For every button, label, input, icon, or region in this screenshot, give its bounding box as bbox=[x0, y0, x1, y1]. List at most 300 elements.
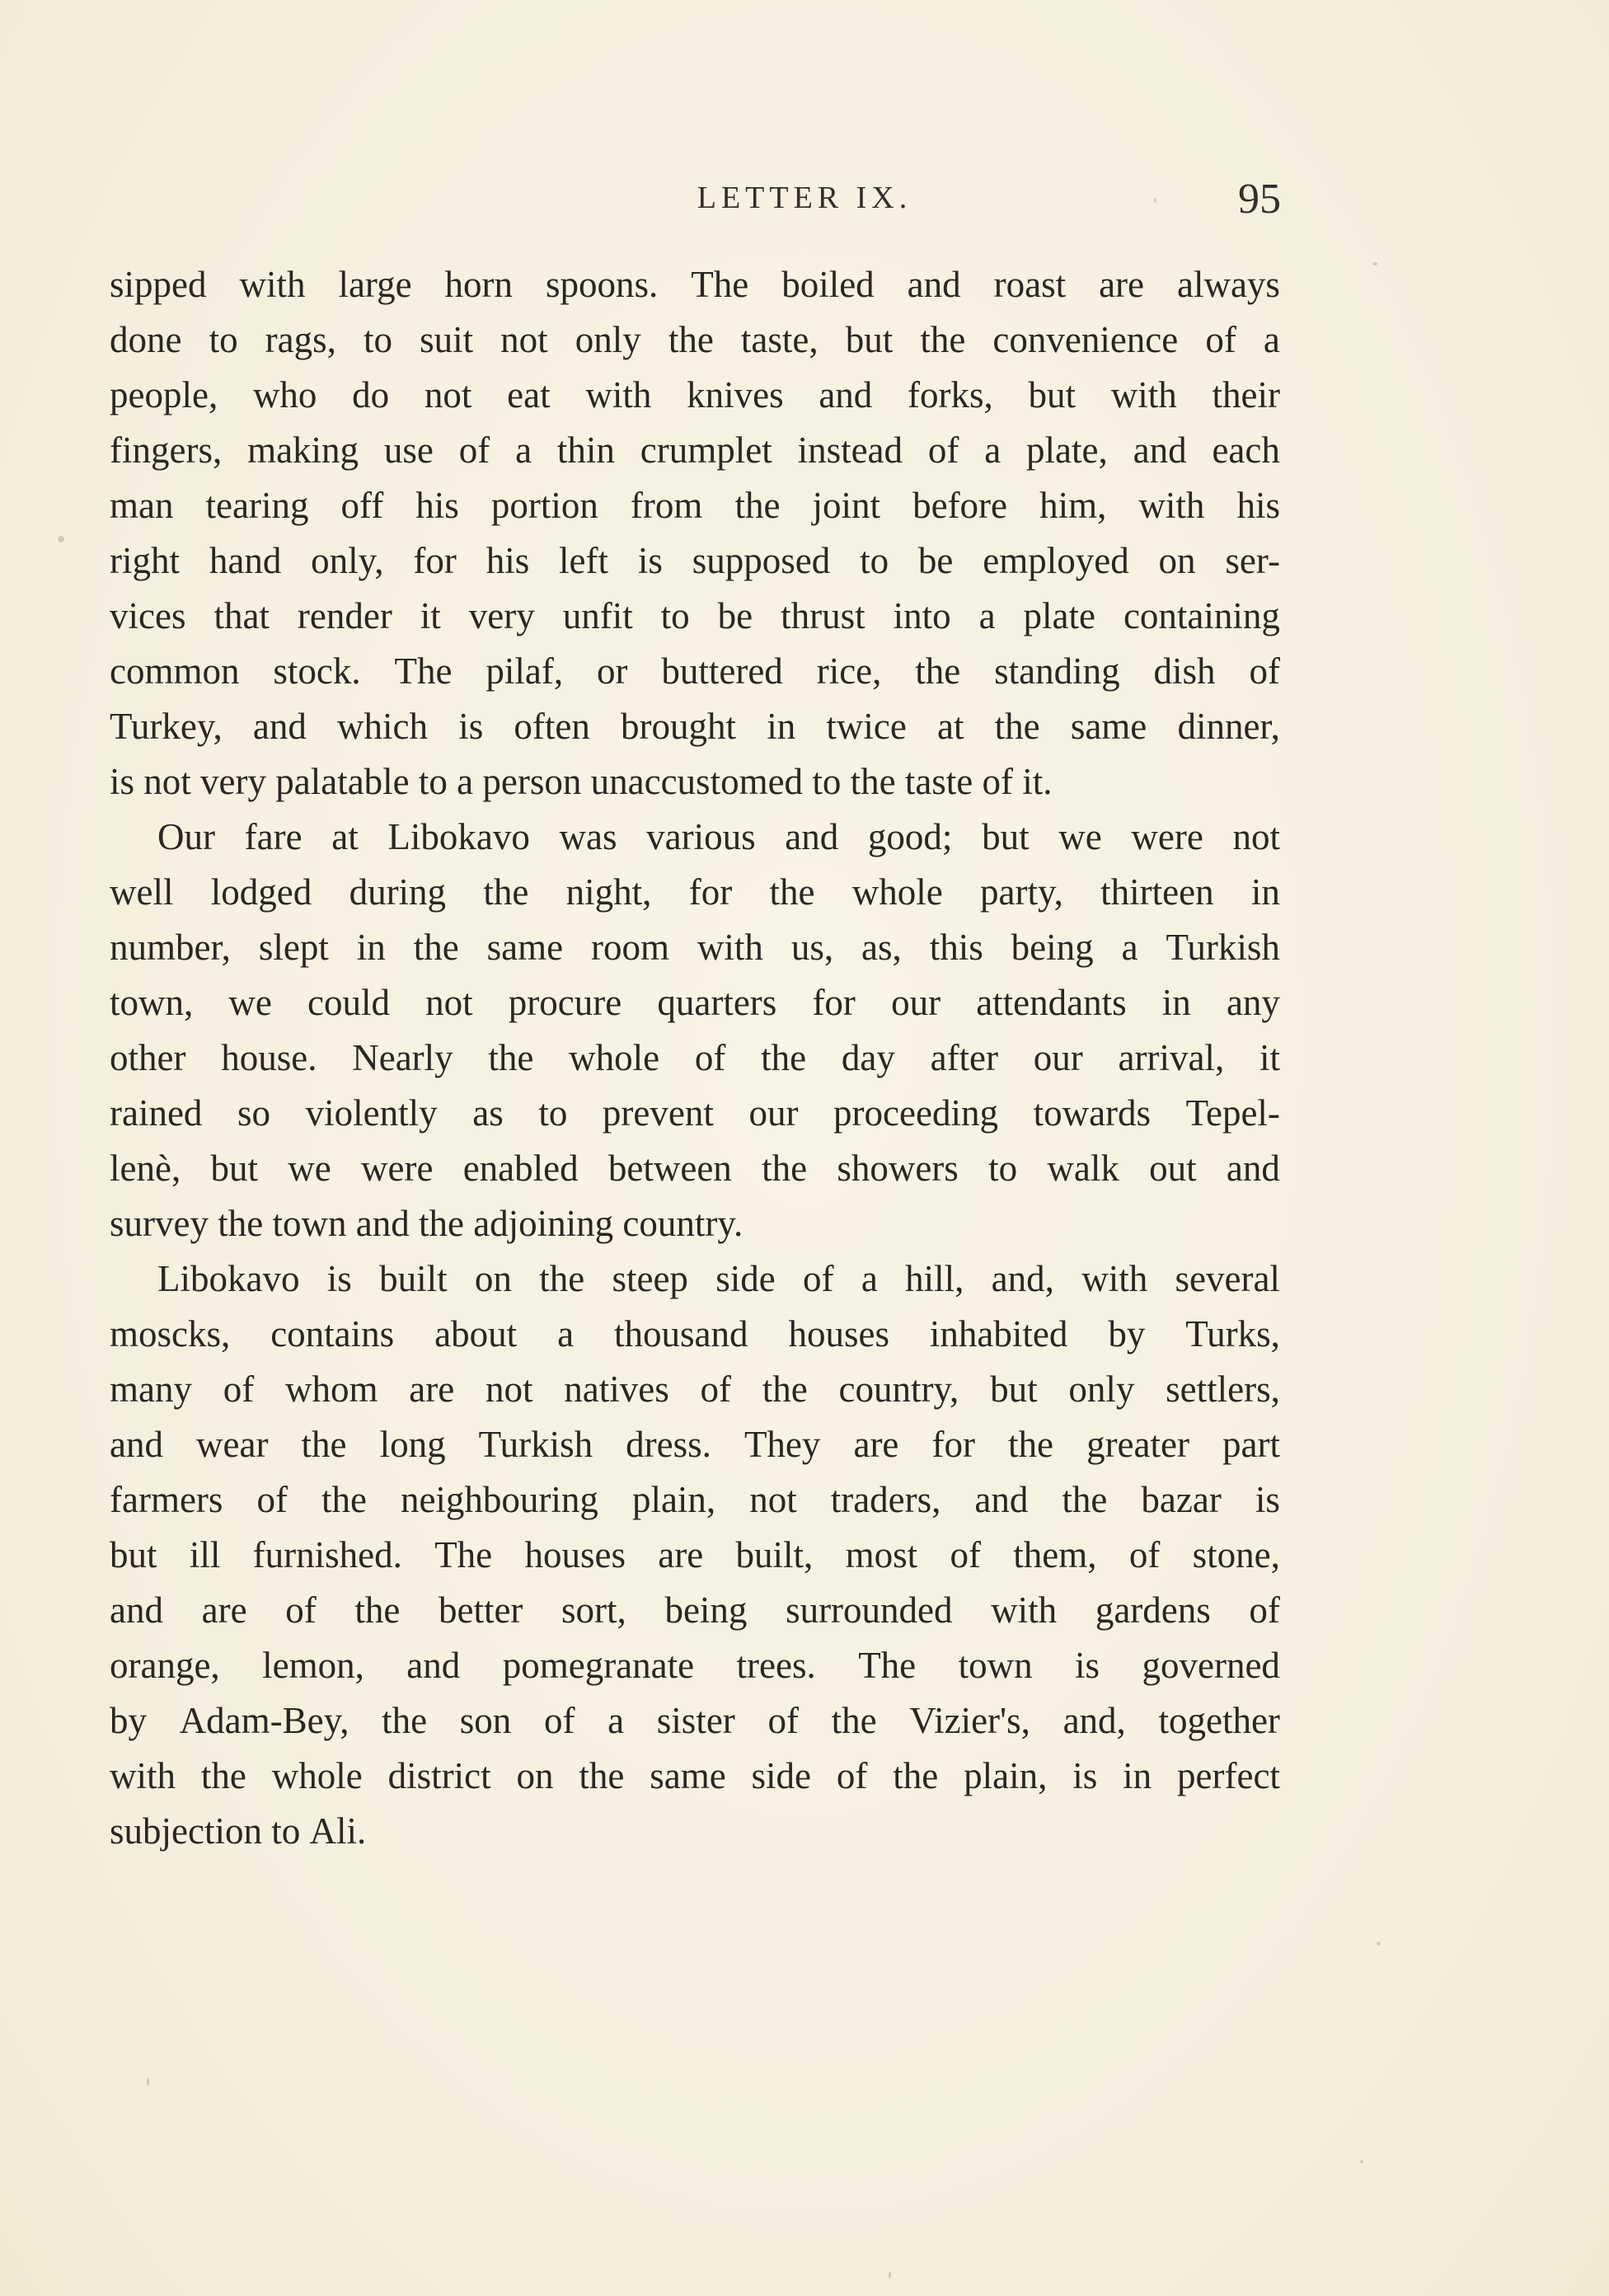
text-line bbox=[110, 1251, 1280, 1307]
word: left bbox=[559, 540, 609, 581]
word: convenience bbox=[992, 319, 1179, 360]
word: the bbox=[761, 1037, 807, 1078]
word: Nearly bbox=[352, 1037, 453, 1078]
word: town bbox=[272, 1203, 356, 1244]
word: it bbox=[420, 595, 441, 636]
word: his bbox=[415, 485, 459, 526]
word: render bbox=[297, 595, 392, 636]
running-head bbox=[0, 175, 1609, 224]
word: were bbox=[361, 1148, 434, 1189]
word: only bbox=[1068, 1369, 1135, 1410]
word: stone, bbox=[1192, 1534, 1280, 1575]
word: a bbox=[557, 1313, 575, 1355]
word: sipped bbox=[110, 264, 207, 305]
word: our bbox=[748, 1092, 799, 1134]
word: and, bbox=[1063, 1700, 1126, 1741]
word: for bbox=[812, 982, 856, 1023]
word: part bbox=[1222, 1424, 1280, 1465]
word: whom bbox=[285, 1369, 378, 1410]
word: before bbox=[912, 485, 1008, 526]
word: of bbox=[458, 430, 490, 471]
word: Turkey, bbox=[110, 706, 223, 747]
paper-speck bbox=[58, 536, 64, 542]
word: are bbox=[409, 1369, 455, 1410]
word: same bbox=[1070, 706, 1147, 747]
word: is bbox=[1072, 1755, 1098, 1796]
text-line bbox=[110, 478, 1280, 533]
word: the bbox=[488, 1037, 534, 1078]
text-line bbox=[110, 754, 1280, 810]
word: bazar bbox=[1141, 1479, 1222, 1520]
paper-speck bbox=[1372, 262, 1377, 265]
word: them, bbox=[1013, 1534, 1097, 1575]
word: whole bbox=[851, 871, 943, 913]
word: thirteen bbox=[1100, 871, 1214, 913]
word: of bbox=[927, 430, 959, 471]
word: so bbox=[237, 1092, 271, 1134]
word: not bbox=[424, 374, 472, 416]
word: country, bbox=[838, 1369, 959, 1410]
word: instead bbox=[797, 430, 903, 471]
word: rained bbox=[110, 1092, 203, 1134]
word: The bbox=[394, 650, 453, 692]
word: pomegranate bbox=[502, 1645, 695, 1686]
word: of bbox=[256, 1479, 288, 1520]
word: of bbox=[1205, 319, 1236, 360]
word: to bbox=[538, 1092, 568, 1134]
word: lodged bbox=[210, 871, 312, 913]
word: whole bbox=[569, 1037, 660, 1078]
word: room bbox=[591, 927, 669, 968]
word: together bbox=[1158, 1700, 1280, 1741]
word: side bbox=[751, 1755, 812, 1796]
word: by bbox=[1108, 1313, 1146, 1355]
text-line bbox=[110, 865, 1280, 920]
word: and bbox=[110, 1589, 163, 1631]
word: which bbox=[337, 706, 429, 747]
text-line bbox=[110, 1417, 1280, 1472]
word: man bbox=[110, 485, 174, 526]
word: rags, bbox=[265, 319, 336, 360]
word: of bbox=[700, 1369, 731, 1410]
word: at bbox=[937, 706, 964, 747]
word: good; bbox=[867, 816, 953, 857]
text-line bbox=[110, 1693, 1280, 1749]
word: walk bbox=[1047, 1148, 1119, 1189]
word: not bbox=[485, 1369, 533, 1410]
word: the bbox=[893, 1755, 939, 1796]
word: forks, bbox=[908, 374, 993, 416]
paper-speck bbox=[1360, 2160, 1363, 2163]
word: with bbox=[697, 927, 763, 968]
word: roast bbox=[993, 264, 1067, 305]
word: to bbox=[363, 319, 392, 360]
word: contains bbox=[270, 1313, 395, 1355]
word: gardens bbox=[1095, 1589, 1211, 1631]
word: brought bbox=[621, 706, 737, 747]
word: tearing bbox=[205, 485, 309, 526]
word: taste bbox=[904, 761, 983, 802]
word: quarters bbox=[657, 982, 777, 1023]
word: out bbox=[1149, 1148, 1197, 1189]
word: and bbox=[110, 1424, 163, 1465]
word: was bbox=[559, 816, 617, 857]
word: plate bbox=[1023, 595, 1095, 636]
word: lemon, bbox=[262, 1645, 364, 1686]
word: lenè, bbox=[110, 1148, 181, 1189]
word: to bbox=[660, 595, 690, 636]
word: surrounded bbox=[786, 1589, 953, 1631]
word: attendants bbox=[976, 982, 1127, 1023]
word: governed bbox=[1142, 1645, 1280, 1686]
paper-speck bbox=[147, 2078, 149, 2086]
word: Ali. bbox=[309, 1810, 367, 1852]
word: in bbox=[356, 927, 386, 968]
word: not bbox=[425, 982, 473, 1023]
word: and bbox=[785, 816, 839, 857]
word: side bbox=[715, 1258, 776, 1299]
word: Vizier's, bbox=[909, 1700, 1030, 1741]
word: fare bbox=[244, 816, 303, 857]
word: pilaf, bbox=[486, 650, 564, 692]
paper-speck bbox=[1377, 1942, 1381, 1946]
word: on bbox=[516, 1755, 554, 1796]
word: very bbox=[468, 595, 535, 636]
word: The bbox=[434, 1534, 493, 1575]
word: other bbox=[110, 1037, 186, 1078]
paper-speck bbox=[889, 2271, 891, 2279]
word: greater bbox=[1086, 1424, 1189, 1465]
word: the bbox=[762, 1148, 808, 1189]
word: this bbox=[929, 927, 983, 968]
word: is bbox=[637, 540, 663, 581]
word: vices bbox=[110, 595, 186, 636]
word: use bbox=[383, 430, 434, 471]
word: spoons. bbox=[546, 264, 659, 305]
word: of bbox=[836, 1755, 868, 1796]
word: a bbox=[607, 1700, 625, 1741]
word: to bbox=[860, 540, 889, 581]
word: procure bbox=[508, 982, 622, 1023]
word: done bbox=[110, 319, 182, 360]
word: the bbox=[483, 871, 529, 913]
word: in bbox=[1123, 1755, 1152, 1796]
paper-speck bbox=[1154, 198, 1156, 203]
word: party, bbox=[980, 871, 1063, 913]
word: only, bbox=[311, 540, 384, 581]
word: after bbox=[930, 1037, 999, 1078]
word: most bbox=[845, 1534, 918, 1575]
text-line bbox=[110, 1196, 1280, 1251]
word: number, bbox=[110, 927, 231, 968]
word: the bbox=[1008, 1424, 1053, 1465]
word: and bbox=[406, 1645, 461, 1686]
word: and bbox=[907, 264, 961, 305]
word: is bbox=[326, 1258, 352, 1299]
word: standing bbox=[994, 650, 1120, 692]
word: the bbox=[668, 319, 714, 360]
word: steep bbox=[612, 1258, 688, 1299]
word: house. bbox=[221, 1037, 317, 1078]
word: but bbox=[1028, 374, 1077, 416]
word: employed bbox=[983, 540, 1129, 581]
word: who bbox=[252, 374, 317, 416]
word: stock. bbox=[273, 650, 361, 692]
word: the bbox=[413, 927, 459, 968]
word: taste, bbox=[740, 319, 819, 360]
word: a bbox=[457, 761, 483, 802]
word: of bbox=[1128, 1534, 1161, 1575]
text-line bbox=[110, 1307, 1280, 1362]
word: the bbox=[200, 1755, 246, 1796]
word: well bbox=[110, 871, 174, 913]
word: ill bbox=[189, 1534, 221, 1575]
word: suit bbox=[420, 319, 474, 360]
word: Turkish bbox=[1166, 927, 1280, 968]
word: The bbox=[691, 264, 749, 305]
text-line bbox=[110, 644, 1280, 699]
word: slept bbox=[258, 927, 329, 968]
word: with bbox=[1138, 485, 1205, 526]
word: as, bbox=[861, 927, 902, 968]
word: to bbox=[209, 319, 238, 360]
word: ser- bbox=[1225, 540, 1280, 581]
word: built, bbox=[735, 1534, 814, 1575]
word: knives bbox=[687, 374, 784, 416]
word: in bbox=[767, 706, 796, 747]
word: buttered bbox=[661, 650, 783, 692]
word: are bbox=[853, 1424, 899, 1465]
word: him, bbox=[1039, 485, 1107, 526]
word: day bbox=[841, 1037, 895, 1078]
word: Turks, bbox=[1185, 1313, 1280, 1355]
word: natives bbox=[564, 1369, 669, 1410]
word: horn bbox=[444, 264, 514, 305]
word: neighbouring bbox=[400, 1479, 598, 1520]
word: various bbox=[646, 816, 756, 857]
word: perfect bbox=[1177, 1755, 1280, 1796]
word: were bbox=[1131, 816, 1203, 857]
word: any bbox=[1226, 982, 1280, 1023]
word: large bbox=[338, 264, 412, 305]
word: inhabited bbox=[929, 1313, 1068, 1355]
word: houses bbox=[524, 1534, 626, 1575]
word: unfit bbox=[562, 595, 633, 636]
word: and bbox=[252, 706, 307, 747]
text-line bbox=[110, 368, 1280, 423]
word: supposed bbox=[692, 540, 831, 581]
word: crumplet bbox=[640, 430, 772, 471]
word: with bbox=[1081, 1258, 1148, 1299]
word: They bbox=[744, 1424, 821, 1465]
word: his bbox=[1236, 485, 1280, 526]
text-line bbox=[110, 257, 1280, 312]
word: the bbox=[769, 871, 815, 913]
word: are bbox=[658, 1534, 704, 1575]
word: not bbox=[749, 1479, 797, 1520]
word: arrival, bbox=[1118, 1037, 1225, 1078]
word: wear bbox=[196, 1424, 269, 1465]
word: the bbox=[762, 1369, 808, 1410]
text-line bbox=[110, 975, 1280, 1031]
word: orange, bbox=[110, 1645, 220, 1686]
word: for bbox=[688, 871, 733, 913]
word: but bbox=[990, 1369, 1038, 1410]
word: to bbox=[988, 1148, 1018, 1189]
word: proceeding bbox=[833, 1092, 998, 1134]
word: portion bbox=[490, 485, 598, 526]
word: with bbox=[239, 264, 306, 305]
word: the bbox=[539, 1258, 585, 1299]
word: Libokavo bbox=[157, 1258, 300, 1299]
word: only bbox=[575, 319, 641, 360]
word: we bbox=[1058, 816, 1102, 857]
word: from bbox=[630, 485, 703, 526]
word: Libokavo bbox=[387, 816, 530, 857]
word: many bbox=[110, 1369, 192, 1410]
text-line bbox=[110, 810, 1280, 865]
word: it bbox=[1259, 1037, 1280, 1078]
word: that bbox=[213, 595, 270, 636]
word: people, bbox=[110, 374, 218, 416]
word: twice bbox=[826, 706, 907, 747]
word: their bbox=[1212, 374, 1280, 416]
text-line bbox=[110, 1141, 1280, 1196]
text-line bbox=[110, 1031, 1280, 1086]
word: Adam-Bey, bbox=[179, 1700, 349, 1741]
word: violently bbox=[305, 1092, 438, 1134]
word: very bbox=[200, 761, 276, 802]
word: a bbox=[984, 430, 1002, 471]
text-line bbox=[110, 920, 1280, 975]
word: his bbox=[486, 540, 530, 581]
word: of bbox=[223, 1369, 255, 1410]
word: do bbox=[352, 374, 390, 416]
word: same bbox=[650, 1755, 726, 1796]
word: rice, bbox=[816, 650, 882, 692]
word: fingers, bbox=[110, 430, 223, 471]
word: the bbox=[734, 485, 781, 526]
word: traders, bbox=[830, 1479, 941, 1520]
word: the bbox=[850, 761, 905, 802]
word: for bbox=[931, 1424, 975, 1465]
text-line bbox=[110, 699, 1280, 754]
word: we bbox=[288, 1148, 331, 1189]
word: whole bbox=[271, 1755, 363, 1796]
text-line bbox=[110, 1086, 1280, 1141]
word: and, bbox=[991, 1258, 1054, 1299]
word: sister bbox=[656, 1700, 735, 1741]
word: better bbox=[438, 1589, 523, 1631]
word: thrust bbox=[781, 595, 865, 636]
word: being bbox=[1011, 927, 1094, 968]
word: in bbox=[1250, 871, 1280, 913]
word: dress. bbox=[626, 1424, 711, 1465]
word: be bbox=[917, 540, 954, 581]
word: sort, bbox=[561, 1589, 626, 1631]
word: our bbox=[891, 982, 941, 1023]
word: night, bbox=[565, 871, 652, 913]
word: a bbox=[978, 595, 996, 636]
word: to bbox=[418, 761, 457, 802]
text-line bbox=[110, 589, 1280, 644]
word: survey bbox=[110, 1203, 218, 1244]
word: is bbox=[110, 761, 144, 802]
text-line bbox=[110, 1638, 1280, 1693]
word: it. bbox=[1022, 761, 1053, 802]
word: is bbox=[1255, 1479, 1280, 1520]
word: on bbox=[1158, 540, 1196, 581]
text-line bbox=[110, 1749, 1280, 1804]
word: right bbox=[110, 540, 180, 581]
word: with bbox=[991, 1589, 1058, 1631]
text-line bbox=[110, 533, 1280, 589]
word: off bbox=[340, 485, 384, 526]
word: are bbox=[1099, 264, 1144, 305]
word: at bbox=[331, 816, 359, 857]
word: and bbox=[974, 1479, 1029, 1520]
word: with bbox=[110, 1755, 176, 1796]
text-line bbox=[110, 312, 1280, 368]
word: but bbox=[210, 1148, 258, 1189]
word: the bbox=[218, 1203, 273, 1244]
word: the bbox=[354, 1589, 401, 1631]
word: between bbox=[607, 1148, 732, 1189]
word: the bbox=[915, 650, 961, 692]
word: and bbox=[819, 374, 873, 416]
word: making bbox=[247, 430, 359, 471]
word: always bbox=[1176, 264, 1280, 305]
word: with bbox=[1110, 374, 1177, 416]
word: plain, bbox=[631, 1479, 716, 1520]
word: plate, bbox=[1026, 430, 1108, 471]
word: but bbox=[845, 319, 894, 360]
word: of bbox=[1249, 650, 1280, 692]
word: of bbox=[1249, 1589, 1280, 1631]
word: Our bbox=[157, 816, 215, 857]
word: the bbox=[920, 319, 966, 360]
word: country. bbox=[622, 1203, 744, 1244]
word: of bbox=[767, 1700, 799, 1741]
text-line bbox=[110, 1583, 1280, 1638]
word: built bbox=[379, 1258, 448, 1299]
word: dinner, bbox=[1177, 706, 1280, 747]
word: the bbox=[418, 1203, 474, 1244]
word: our bbox=[1033, 1037, 1083, 1078]
word: on bbox=[474, 1258, 512, 1299]
word: town, bbox=[110, 982, 194, 1023]
text-line bbox=[110, 1528, 1280, 1583]
word: dish bbox=[1153, 650, 1216, 692]
word: The bbox=[858, 1645, 917, 1686]
word: during bbox=[349, 871, 447, 913]
word: moscks, bbox=[110, 1313, 231, 1355]
page-number: 95 bbox=[1238, 176, 1281, 223]
word: the bbox=[1062, 1479, 1108, 1520]
word: district bbox=[387, 1755, 491, 1796]
word: prevent bbox=[602, 1092, 714, 1134]
word: the bbox=[321, 1479, 367, 1520]
running-title: LETTER IX. bbox=[697, 181, 912, 215]
word: unaccustomed bbox=[590, 761, 813, 802]
word: houses bbox=[788, 1313, 889, 1355]
word: hand bbox=[209, 540, 282, 581]
word: being bbox=[664, 1589, 748, 1631]
word: palatable bbox=[275, 761, 419, 802]
word: trees. bbox=[736, 1645, 816, 1686]
word: in bbox=[1161, 982, 1191, 1023]
word: a bbox=[515, 430, 532, 471]
